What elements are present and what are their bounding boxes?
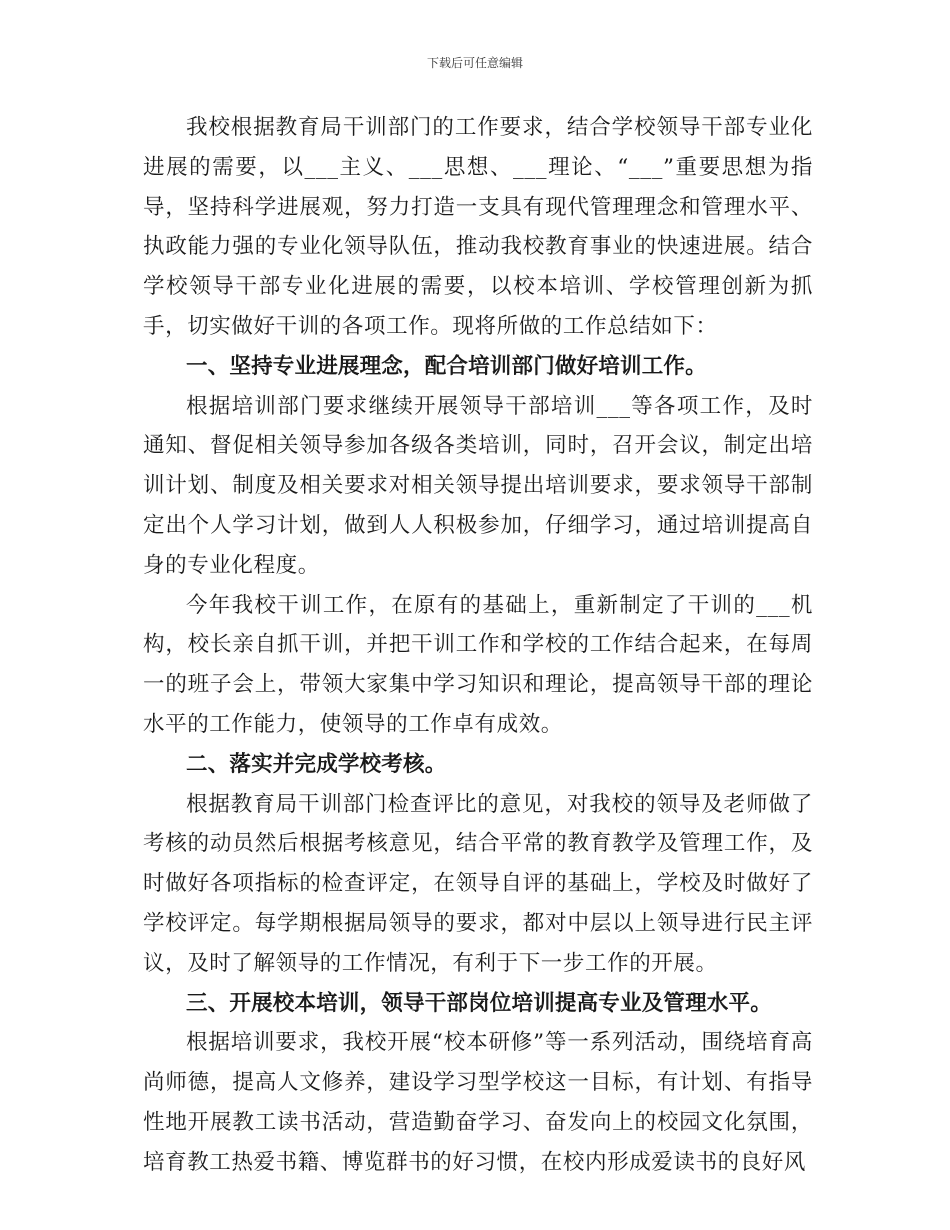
body-paragraph: 根据教育局干训部门检查评比的意见，对我校的领导及老师做了考核的动员然后根据考核意见，结合平常的教育教学及管理工作，及时做好各项指标的检查评定，在领导自评的基础上，学校及时做好了学校评定。每学期根据局领导的要求，都对中层以上领导进行民主评议，及时了解领导的工作情况，有利于下一步工作的开展。: [143, 791, 813, 976]
document-body: [143, 108, 813, 1183]
body-paragraph: 根据培训要求，我校开展“校本研修”等一系列活动，围绕培育高尚师德，提高人文修养，建设学习型学校这一目标，有计划、有指导性地开展教工读书活动，营造勤奋学习、奋发向上的校园文化氛围，培育教工热爱书籍、博览群书的好习惯，在校内形成爱读书的良好风: [143, 1030, 813, 1175]
section-heading-2: 二、落实并完成学校考核。: [186, 751, 447, 777]
page-header: 下载后可任意编辑: [426, 56, 523, 70]
section-heading-3: 三、开展校本培训，领导干部岗位培训提高专业及管理水平。: [186, 990, 772, 1016]
section-heading-1: 一、坚持专业进展理念，配合培训部门做好培训工作。: [186, 353, 707, 379]
body-paragraph: 今年我校干训工作，在原有的基础上，重新制定了干训的___机构，校长亲自抓干训，并把干训工作和学校的工作结合起来，在每周一的班子会上，带领大家集中学习知识和理论，提高领导干部的理论水平的工作能力，使领导的工作卓有成效。: [143, 592, 813, 737]
body-paragraph: 根据培训部门要求继续开展领导干部培训___等各项工作，及时通知、督促相关领导参加各级各类培训，同时，召开会议，制定出培训计划、制度及相关要求对相关领导提出培训要求，要求领导干部制定出个人学习计划，做到人人积极参加，仔细学习，通过培训提高自身的专业化程度。: [143, 393, 813, 578]
intro-paragraph: 我校根据教育局干训部门的工作要求，结合学校领导干部专业化进展的需要，以___主义、___思想、___理论、“___”重要思想为指导，坚持科学进展观，努力打造一支具有现代管理理念和管理水平、执政能力强的专业化领导队伍，推动我校教育事业的快速进展。结合学校领导干部专业化进展的需要，以校本培训、学校管理创新为抓手，切实做好干训的各项工作。现将所做的工作总结如下：: [143, 115, 813, 339]
